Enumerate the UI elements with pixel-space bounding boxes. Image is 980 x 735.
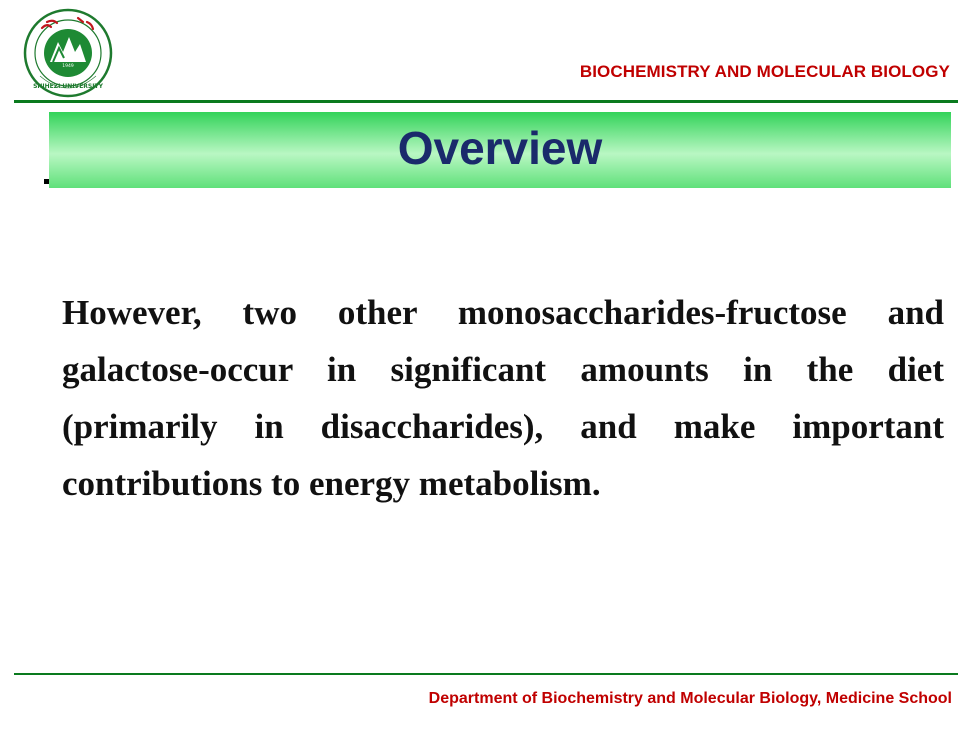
footer-text: Department of Biochemistry and Molecular Biology, Medicine School bbox=[428, 690, 952, 707]
slide-title: Overview bbox=[397, 122, 603, 174]
title-banner bbox=[49, 112, 951, 188]
footer-divider bbox=[14, 673, 958, 675]
university-seal-icon bbox=[22, 8, 114, 98]
header-divider bbox=[14, 100, 958, 103]
department-header: BIOCHEMISTRY AND MOLECULAR BIOLOGY bbox=[579, 62, 950, 81]
slide-body-text: However, two other monosaccharides-fructose and galactose-occur in significant amounts in the diet (primarily in disaccharides), and make important contributions to energy metabolism. bbox=[62, 293, 944, 503]
svg-text:SHIHEZI UNIVERSITY: SHIHEZI UNIVERSITY bbox=[33, 83, 103, 90]
svg-text:1949: 1949 bbox=[62, 64, 74, 69]
